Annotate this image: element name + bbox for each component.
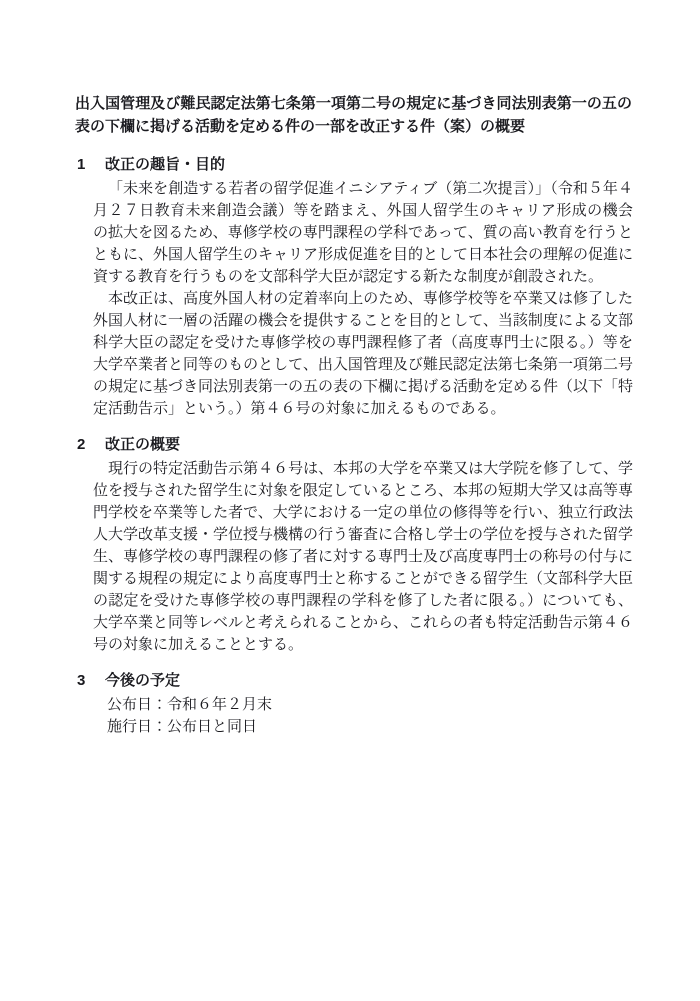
section-purpose-title: 改正の趣旨・目的 [105, 156, 226, 173]
enforcement-date-line: 施行日：公布日と同日 [107, 719, 258, 735]
section-purpose-heading [75, 154, 630, 176]
section-schedule-title: 今後の予定 [105, 672, 181, 689]
promulgation-date-line: 公布日：令和６年２月末 [107, 697, 273, 713]
section-purpose-body [93, 178, 633, 420]
section-purpose [75, 154, 634, 420]
section-outline-heading [75, 434, 630, 456]
section-schedule [75, 670, 630, 738]
section-outline [75, 434, 634, 656]
paragraph: 現行の特定活動告示第４６号は、本邦の大学を卒業又は大学院を修了して、学位を授与された留学生に対象を限定しているところ、本邦の短期大学又は高等専門学校を卒業等した者で、大学における一定の単位の修得等を行い、独立行政法人大学改革支援・学位授与機構の行う審査に合格し学士の学位を授与された留学生、専修学校の専門課程の修了者に対する専門士及び高度専門士の称号の付与に関する規程の規定により高度専門士と称することができる留学生（文部科学大臣の認定を受けた専修学校の専門課程の学科を修了した者に限る。）についても、大学卒業と同等レベルと考えられることから、これらの者も特定活動告示第４６号の対象に加えることとする。 [93, 461, 634, 653]
document-title: 出入国管理及び難民認定法第七条第一項第二号の規定に基づき同法別表第一の五の表の下欄に掲げる活動を定める件の一部を改正する件（案）の概要 [75, 95, 632, 135]
section-outline-title: 改正の概要 [105, 436, 181, 453]
paragraph: 「未来を創造する若者の留学促進イニシアティブ（第二次提言）」（令和５年４月２７日教育未来創造会議）等を踏まえ、外国人留学生のキャリア形成の機会の拡大を図るため、専修学校の専門課程の学科であって、質の高い教育を行うとともに、外国人留学生のキャリア形成促進を目的として日本社会の理解の促進に資する教育を行うものを文部科学大臣が認定する新たな制度が創設された。 [93, 181, 634, 285]
section-schedule-heading [75, 670, 630, 692]
section-schedule-number: 3 [77, 672, 86, 689]
section-purpose-number: 1 [77, 156, 86, 173]
section-outline-number: 2 [77, 436, 86, 453]
paragraph: 本改正は、高度外国人材の定着率向上のため、専修学校等を卒業又は修了した外国人材に一層の活躍の機会を提供することを目的として、当該制度による文部科学大臣の認定を受けた専修学校の専門課程修了者（高度専門士に限る。）等を大学卒業者と同等のものとして、出入国管理及び難民認定法第七条第一項第二号の規定に基づき同法別表第一の五の表の下欄に掲げる活動を定める件（以下「特定活動告示」という。）第４６号の対象に加えるものである。 [93, 291, 634, 417]
section-schedule-body [107, 694, 630, 738]
section-outline-body [93, 458, 633, 656]
